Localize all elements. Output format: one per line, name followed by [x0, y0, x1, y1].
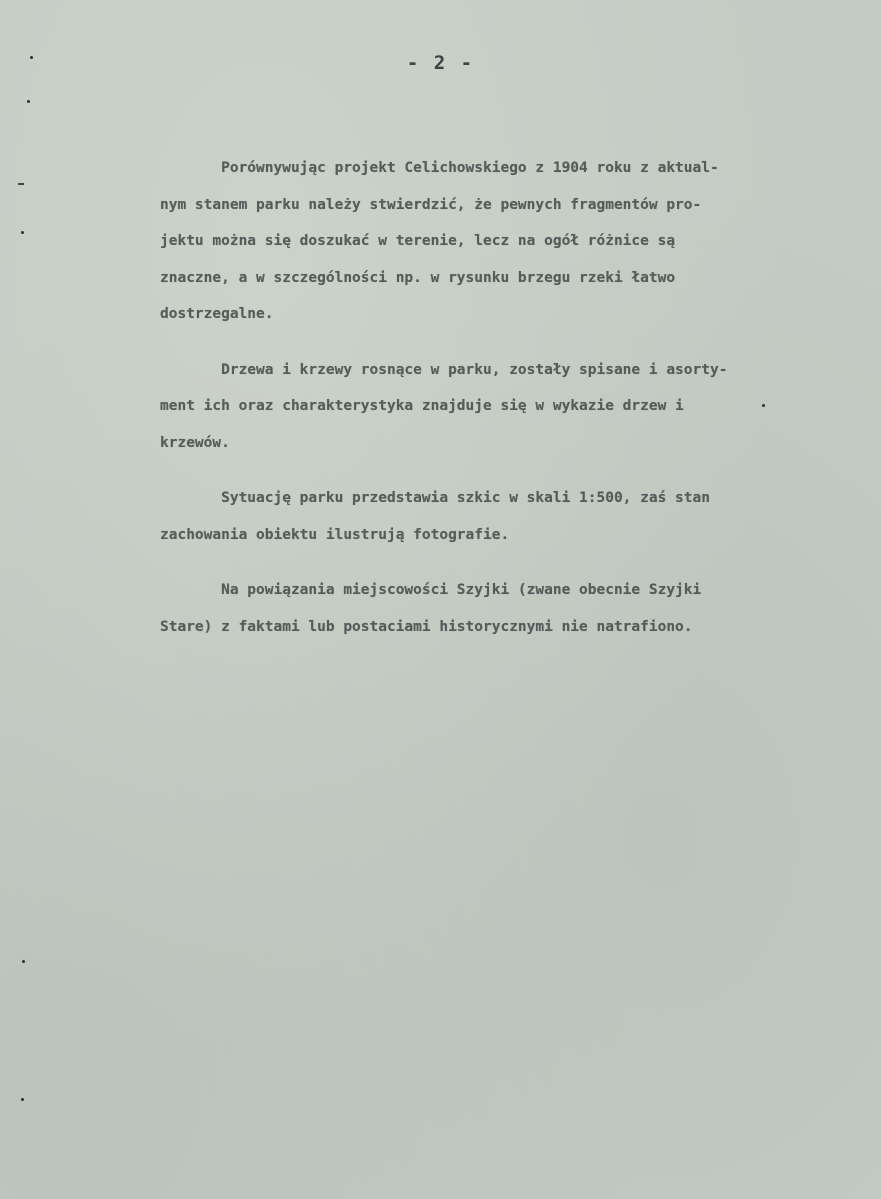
text-line: Sytuację parku przedstawia szkic w skali 1:500, zaś stan: [160, 490, 710, 506]
paragraph-4: [160, 572, 850, 645]
text-line: Na powiązania miejscowości Szyjki (zwane obecnie Szyjki: [160, 582, 702, 598]
text-line: Stare) z faktami lub postaciami historycznymi nie natrafiono.: [160, 618, 693, 635]
text-line: jektu można się doszukać w terenie, lecz na ogół różnice są: [160, 233, 676, 249]
paragraph-2: [160, 352, 850, 462]
margin-speck: [18, 183, 24, 185]
text-line: nym stanem parku należy stwierdzić, że pewnych fragmentów pro-: [160, 196, 702, 213]
margin-speck: [22, 960, 25, 963]
text-line: znaczne, a w szczególności np. w rysunku brzegu rzeki łatwo: [160, 269, 676, 286]
text-line: zachowania obiektu ilustrują fotografie.: [160, 526, 510, 543]
paragraph-3: [160, 480, 850, 553]
body-text: [160, 150, 850, 664]
text-line: Porównywując projekt Celichowskiego z 1904 roku z aktual-: [160, 160, 719, 176]
text-line: Drzewa i krzewy rosnące w parku, zostały spisane i asorty-: [160, 361, 728, 378]
margin-speck: [21, 231, 24, 234]
text-line: ment ich oraz charakterystyka znajduje się w wykazie drzew i: [160, 398, 684, 414]
page-number: - 2 -: [406, 52, 475, 74]
paragraph-1: [160, 150, 850, 333]
text-line: krzewów.: [160, 434, 230, 451]
text-line: dostrzegalne.: [160, 306, 274, 322]
margin-speck: [21, 1098, 24, 1101]
margin-speck: [27, 100, 30, 103]
